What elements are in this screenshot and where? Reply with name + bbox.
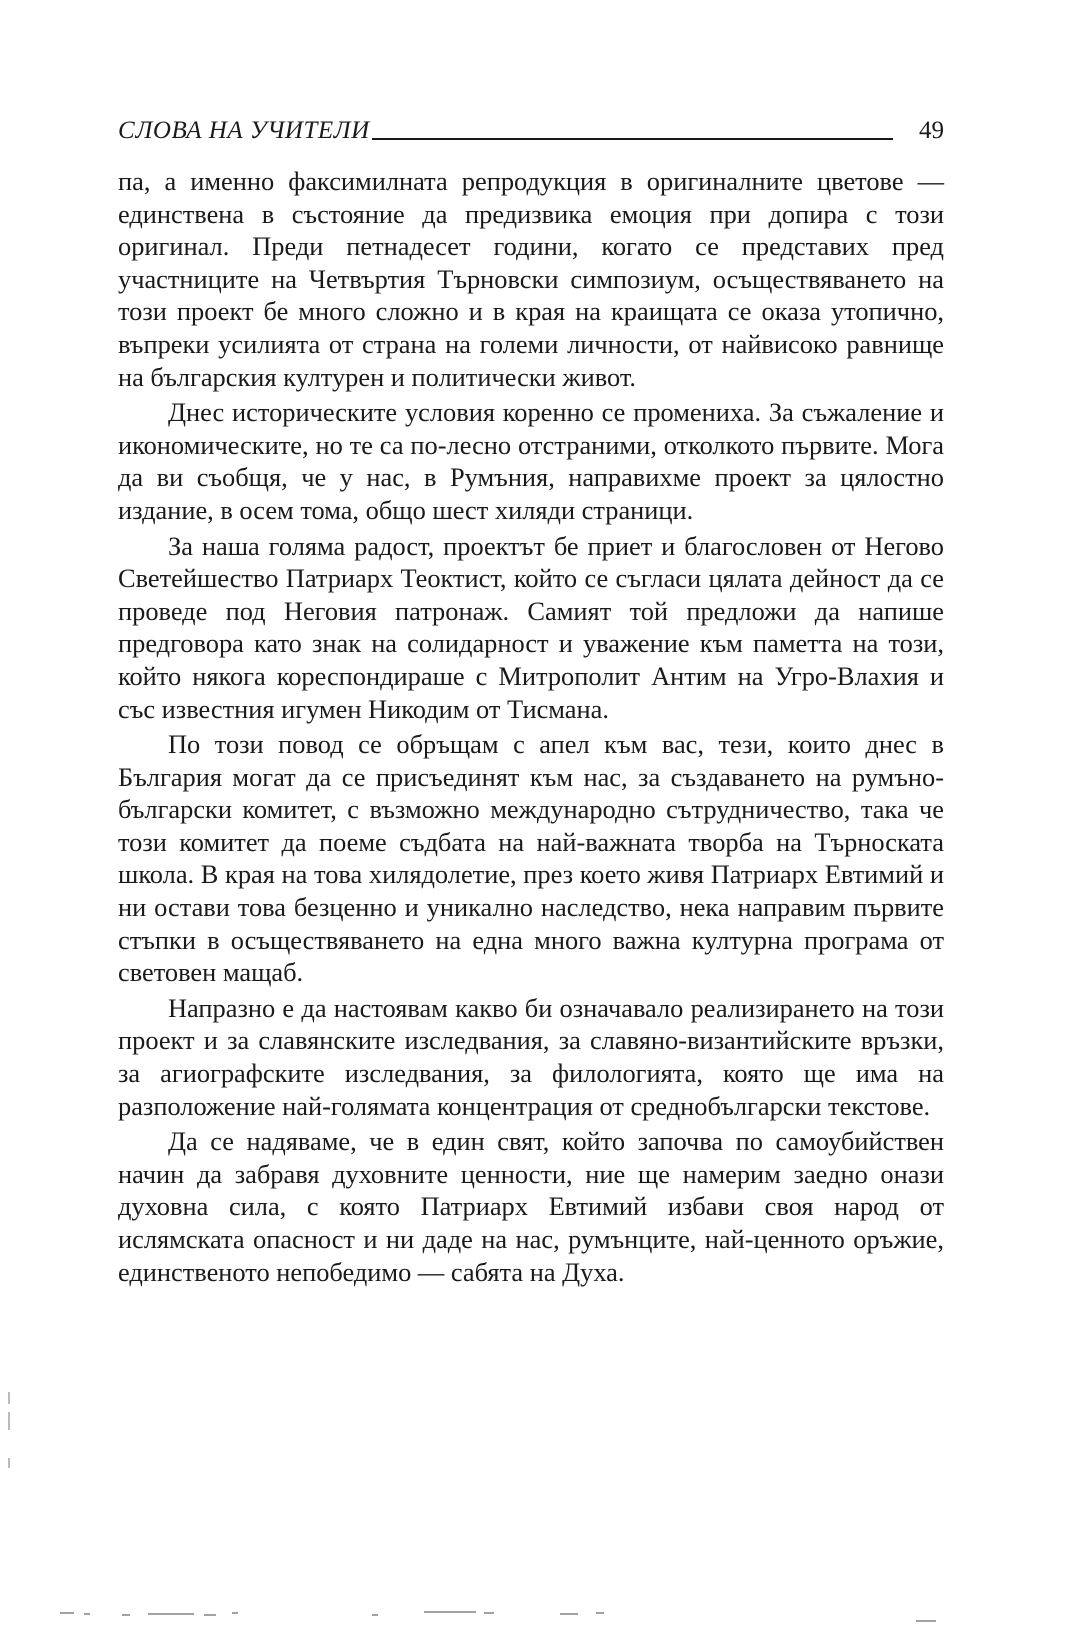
- running-header-title: СЛОВА НА УЧИТЕЛИ: [118, 117, 370, 144]
- paragraph: По този повод се обръщам с апел към вас, тези, които днес в България могат да се присъединят към нас, за създаването на румъно-български комитет, с възможно международно сътрудничество, така че този комитет да поеме съдбата на най-важната творба на Търноската школа. В края на това хилядолетие, през което живя Патриарх Евтимий и ни остави това безценно и уникално наследство, нека направим първите стъпки в осъществяването на една много важна културна програма от световен мащаб.: [118, 729, 944, 988]
- scan-artifacts: [0, 1600, 1080, 1635]
- scan-margin-mark: [8, 1412, 10, 1430]
- paragraph-continuation: па, а именно факсимилната репродукция в оригиналните цветове — единствена в състояние да предизвика емоция при допира с този оригинал. Преди петнадесет години, когато се представих пред участниците на Четвъртия Търновски симпозиум, осъществяването на този проект бе много сложно и в края на краищата се оказа утопично, въпреки усилията от страна на големи личности, от найвисоко равнище на българския културен и политически живот.: [118, 166, 944, 392]
- paragraph: Да се надяваме, че в един свят, който започва по самоубийствен начин да забравя духовните ценности, ние ще намерим заедно онази духовна сила, с която Патриарх Евтимий избави своя народ от ислямската опасност и ни даде на нас, румънците, най-ценното оръжие, единственото непобедимо — сабята на Духа.: [118, 1126, 944, 1287]
- paragraph: Напразно е да настоявам какво би означавало реализирането на този проект и за славянските изследвания, за славяно-византийските връзки, за агиографските изследвания, за филологията, която ще има на разположение най-голямата концентрация от среднобългарски текстове.: [118, 992, 944, 1121]
- scan-margin-mark: [8, 1458, 10, 1468]
- paragraph: Днес историческите условия коренно се промениха. За съжаление и икономическите, но те са по-лесно отстраними, отколкото първите. Мога да ви съобщя, че у нас, в Румъния, направихме проект за цялостно издание, в осем тома, общо шест хиляди страници.: [118, 397, 944, 525]
- paragraph: За наша голяма радост, проектът бе приет и благословен от Негово Светейшество Патриарх Теоктист, който се съгласи цялата дейност да се проведе под Неговия патронаж. Самият той предложи да напише предговора като знак на солидарност и уважение към паметта на този, който някога кореспондираше с Митрополит Антим на Угро-Влахия и със известния игумен Никодим от Тисмана.: [118, 530, 944, 724]
- running-header: [118, 103, 944, 143]
- header-rule: [372, 138, 893, 140]
- body-text: [118, 165, 944, 1288]
- page-number: 49: [919, 117, 944, 144]
- scan-margin-mark: [8, 1392, 10, 1404]
